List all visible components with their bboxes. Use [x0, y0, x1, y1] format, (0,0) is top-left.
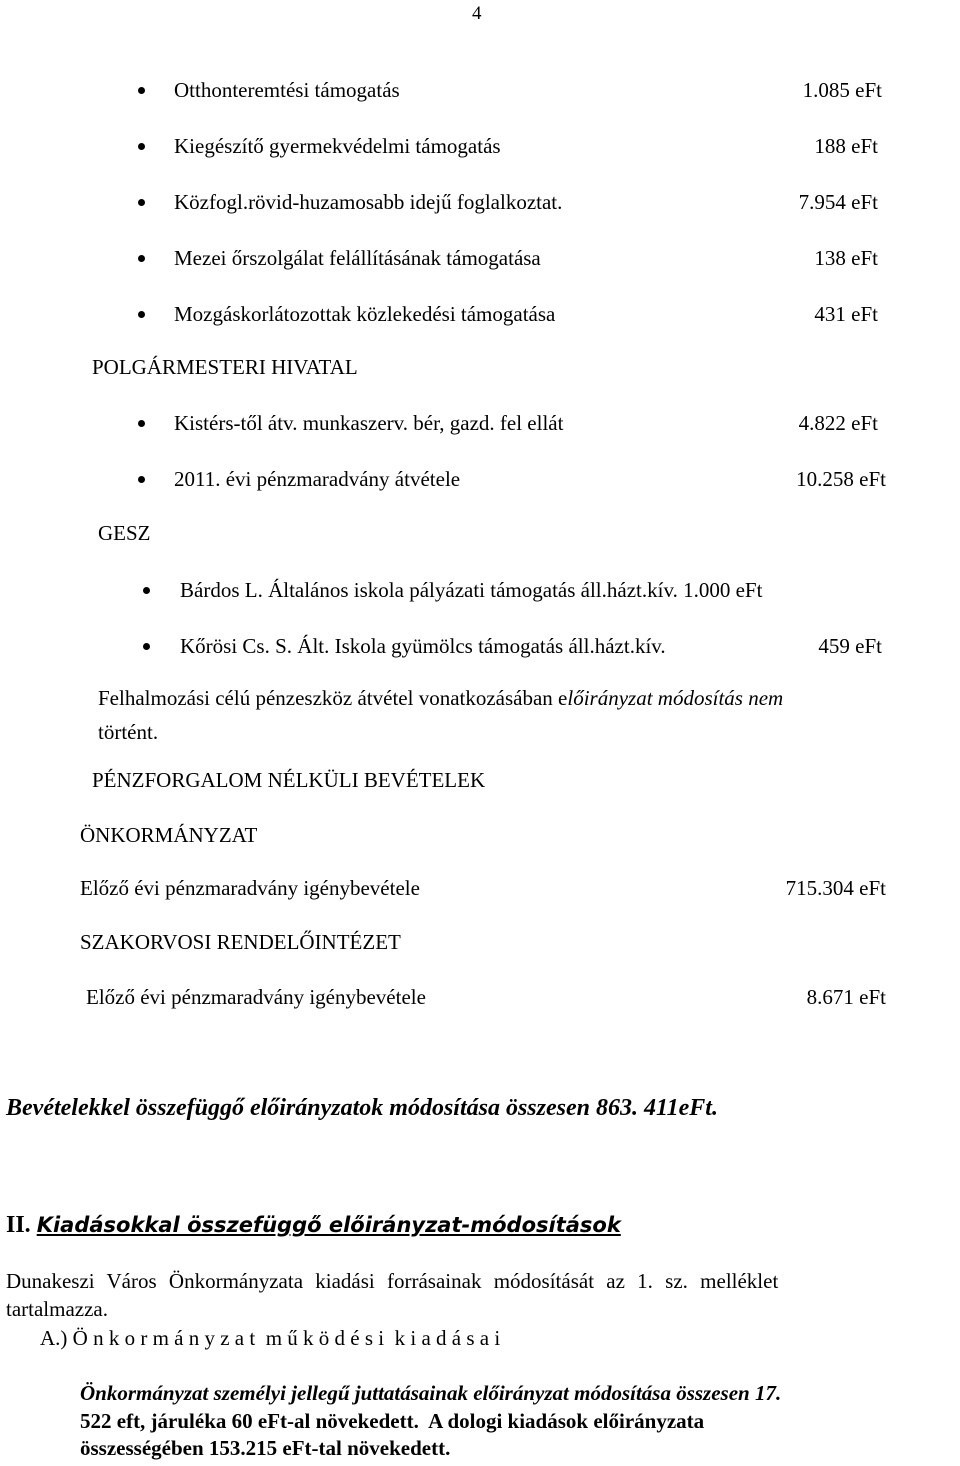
polgarmesteri-item-amount: 4.822 eFt: [798, 411, 878, 435]
polgarmesteri-item-amount: 10.258 eFt: [796, 467, 886, 491]
non-cash-item-amount: 8.671 eFt: [806, 985, 886, 1009]
subheading-szakorvosi: SZAKORVOSI RENDELŐINTÉZET: [80, 930, 401, 954]
section-heading-gesz: GESZ: [98, 521, 151, 545]
non-cash-item-label: Előző évi pénzmaradvány igénybevétele: [80, 876, 420, 900]
bullet-icon: [143, 643, 150, 650]
subsidy-amount: 138 eFt: [814, 246, 878, 270]
gesz-note: [98, 688, 783, 709]
gesz-item-label: Bárdos L. Általános iskola pályázati támogatás áll.házt.kív. 1.000 eFt: [180, 578, 763, 602]
subsidy-amount: 1.085 eFt: [802, 78, 882, 102]
section2-title: Kiadásokkal összefüggő előirányzat-módosítások: [36, 1213, 621, 1237]
bullet-icon: [138, 476, 145, 483]
polgarmesteri-item-label: 2011. évi pénzmaradvány átvétele: [174, 467, 461, 491]
subsidy-amount: 188 eFt: [814, 134, 878, 158]
gesz-note-line2: történt.: [98, 720, 159, 744]
subsidy-label: Közfogl.rövid-huzamosabb idejű foglalkoztat.: [174, 190, 563, 214]
bullet-icon: [138, 143, 145, 150]
non-cash-item-label: Előző évi pénzmaradvány igénybevétele: [86, 985, 426, 1009]
bullet-icon: [143, 587, 150, 594]
section2-paragraph-line1: Dunakeszi Város Önkormányzata kiadási forrásainak módosítását az 1. sz. melléklet: [6, 1269, 779, 1293]
section-heading-polgarmesteri: POLGÁRMESTERI HIVATAL: [92, 355, 358, 379]
subsidy-label: Mozgáskorlátozottak közlekedési támogatása: [174, 302, 556, 326]
polgarmesteri-item-label: Kistérs-től átv. munkaszerv. bér, gazd. fel ellát: [174, 411, 564, 435]
final-paragraph-line2: 522 eft, járuléka 60 eFt-al növekedett. A dologi kiadások előirányzata: [80, 1409, 705, 1433]
page-number: 4: [472, 3, 482, 24]
subsidy-label: Kiegészítő gyermekvédelmi támogatás: [174, 134, 501, 158]
bullet-icon: [138, 87, 145, 94]
subsection-heading: A.) Ö n k o r m á n y z a t m ű k ö d é s i k i a d á s a i: [40, 1326, 501, 1350]
bullet-icon: [138, 255, 145, 262]
section-heading-non-cash: PÉNZFORGALOM NÉLKÜLI BEVÉTELEK: [92, 768, 486, 792]
final-paragraph-line1: Önkormányzat személyi jellegű juttatásainak előirányzat módosítása összesen 17.: [80, 1381, 782, 1405]
section2-heading: [6, 1213, 621, 1237]
bullet-icon: [138, 311, 145, 318]
subsidy-amount: 7.954 eFt: [798, 190, 878, 214]
subsidy-label: Mezei őrszolgálat felállításának támogatása: [174, 246, 541, 270]
section2-number: II.: [6, 1212, 31, 1238]
gesz-note-text: Felhalmozási célú pénzeszköz átvétel vonatkozásában e: [98, 686, 568, 710]
subsidy-label: Otthonteremtési támogatás: [174, 78, 400, 102]
gesz-item-label: Kőrösi Cs. S. Ált. Iskola gyümölcs támogatás áll.házt.kív.: [180, 634, 666, 658]
subheading-onkormanyzat: ÖNKORMÁNYZAT: [80, 823, 258, 847]
bullet-icon: [138, 199, 145, 206]
final-paragraph-line3: összességében 153.215 eFt-tal növekedett.: [80, 1436, 451, 1460]
non-cash-item-amount: 715.304 eFt: [785, 876, 886, 900]
gesz-item-amount: 459 eFt: [818, 634, 882, 658]
gesz-note-italic: lőirányzat módosítás nem: [567, 686, 784, 710]
section2-paragraph-line2: tartalmazza.: [6, 1297, 109, 1321]
subsidy-amount: 431 eFt: [814, 302, 878, 326]
bullet-icon: [138, 420, 145, 427]
revenue-summary: Bevételekkel összefüggő előirányzatok módosítása összesen 863. 411eFt.: [6, 1095, 718, 1121]
